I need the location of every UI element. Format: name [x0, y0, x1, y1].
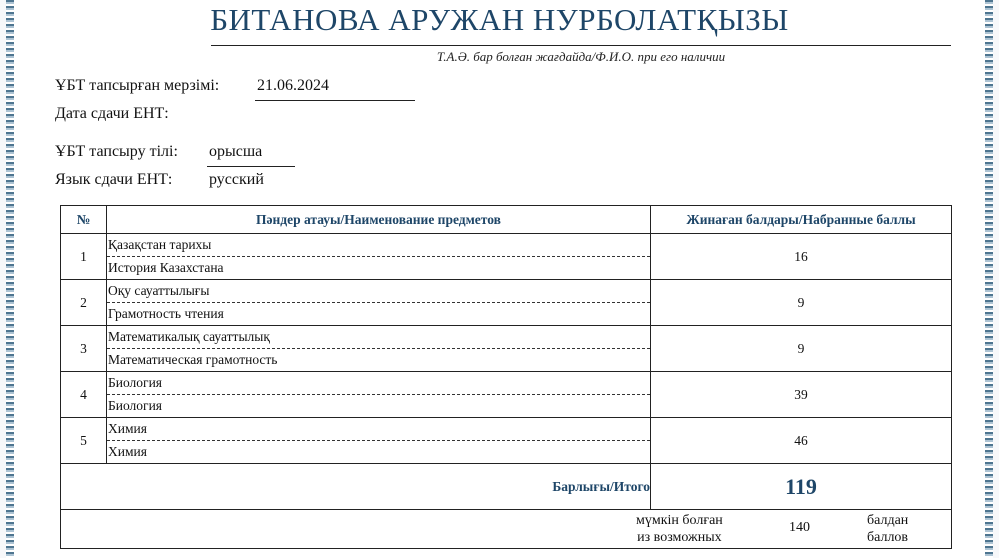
subject-score: 16	[651, 234, 952, 280]
subject-cell	[107, 372, 651, 418]
subject-name-ru: Биология	[108, 398, 163, 413]
subject-name-ru: История Казахстана	[108, 260, 224, 275]
total-row	[61, 464, 952, 510]
possible-label	[636, 512, 723, 546]
subject-name-ru: Математическая грамотность	[108, 352, 278, 367]
table-row	[61, 234, 952, 280]
subject-cell	[107, 234, 651, 280]
subject-cell	[107, 418, 651, 464]
exam-language-underline	[207, 166, 295, 167]
subject-name-ru: Грамотность чтения	[108, 306, 224, 321]
possible-unit	[867, 512, 908, 546]
row-number: 3	[61, 326, 107, 372]
possible-label-ru: из возможных	[637, 530, 722, 545]
header-score: Жинаған балдары/Набранные баллы	[651, 206, 952, 234]
row-number: 2	[61, 280, 107, 326]
certificate-sheet	[6, 0, 993, 558]
subject-cell	[107, 280, 651, 326]
subject-name-kz: Оқу сауаттылығы	[107, 280, 650, 303]
subject-name-ru: Химия	[108, 444, 147, 459]
subject-name-kz: Биология	[107, 372, 650, 395]
table-header-row	[61, 206, 952, 234]
exam-date-value: 21.06.2024	[257, 77, 329, 94]
total-score: 119	[651, 464, 952, 510]
possible-label-kz: мүмкін болған	[636, 513, 723, 528]
exam-language-label-kz: ҰБТ тапсыру тілі:	[55, 143, 178, 160]
row-number: 5	[61, 418, 107, 464]
exam-date-underline	[255, 100, 415, 101]
ornamental-border-right	[985, 0, 993, 558]
possible-unit-ru: баллов	[867, 530, 909, 545]
table-row	[61, 372, 952, 418]
total-label: Барлығы/Итого	[61, 464, 651, 510]
exam-date-label-kz: ҰБТ тапсырған мерзімі:	[55, 77, 220, 94]
exam-date-label-ru: Дата сдачи ЕНТ:	[55, 105, 169, 122]
full-name-underline	[211, 45, 951, 46]
table-row	[61, 326, 952, 372]
full-name-caption: Т.А.Ә. бар болған жағдайда/Ф.И.О. при его наличии	[436, 49, 726, 64]
possible-unit-kz: балдан	[867, 513, 909, 528]
subject-score: 9	[651, 326, 952, 372]
subject-score: 46	[651, 418, 952, 464]
possible-cell	[61, 510, 952, 549]
subject-name-kz: Химия	[107, 418, 650, 441]
table-row	[61, 418, 952, 464]
header-subject: Пәндер атауы/Наименование предметов	[107, 206, 651, 234]
full-name: БИТАНОВА АРУЖАН НУРБОЛАТҚЫЗЫ	[210, 2, 789, 37]
scores-table	[60, 205, 952, 549]
exam-language-label-ru: Язык сдачи ЕНТ:	[55, 171, 173, 188]
subject-score: 9	[651, 280, 952, 326]
possible-row	[61, 510, 952, 549]
row-number: 4	[61, 372, 107, 418]
row-number: 1	[61, 234, 107, 280]
subject-name-kz: Қазақстан тарихы	[107, 234, 650, 257]
header-number: №	[61, 206, 107, 234]
table-row	[61, 280, 952, 326]
exam-language-value-ru: русский	[209, 171, 264, 188]
subject-name-kz: Математикалық сауаттылық	[107, 326, 650, 349]
subject-cell	[107, 326, 651, 372]
subject-score: 39	[651, 372, 952, 418]
possible-score: 140	[789, 520, 810, 535]
ornamental-border-left	[6, 0, 14, 558]
exam-language-value-kz: орысша	[209, 143, 263, 160]
